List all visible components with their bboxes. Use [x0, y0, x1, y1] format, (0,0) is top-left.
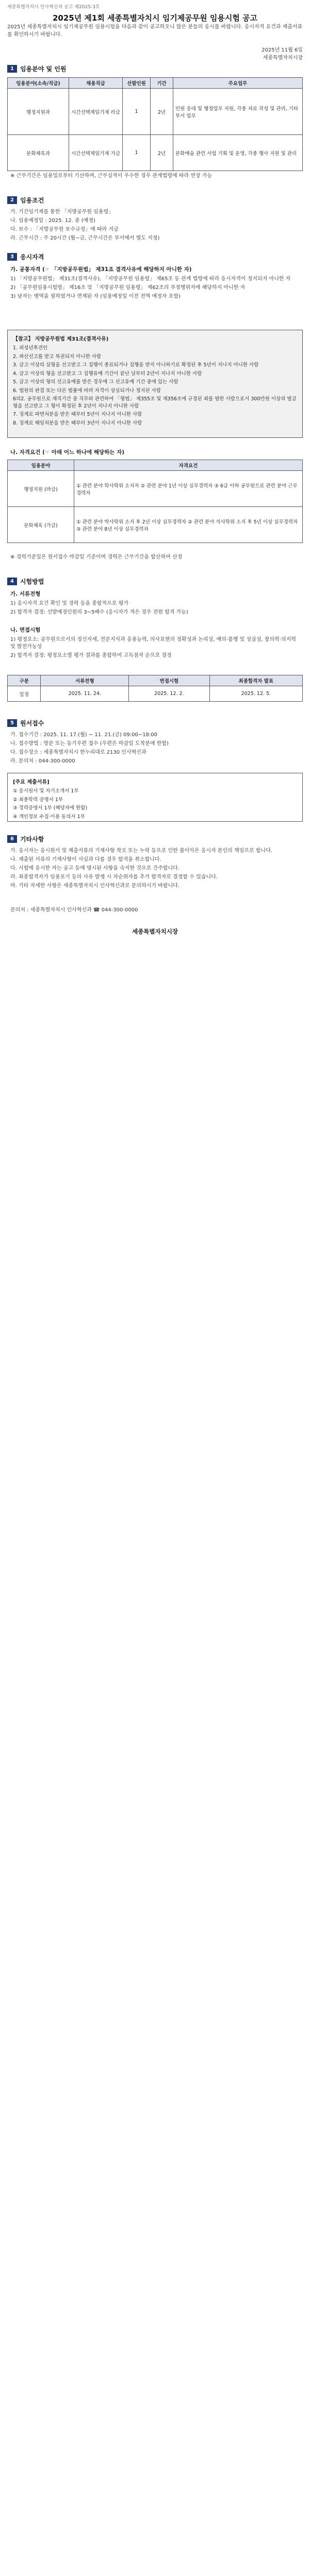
schedule-table — [7, 675, 303, 702]
list-item: 라. 최종합격자가 임용포기 등의 사유 발생 시 차순위자를 추가 합격자로 결정할 수 있습니다. — [10, 874, 218, 880]
interview-heading: 나. 면접시험 — [10, 627, 41, 633]
table-cell: 2025. 11. 24. — [41, 686, 129, 702]
section-4-number: 4 — [7, 578, 17, 585]
table-row — [8, 686, 303, 702]
section-3-label: 응시자격 — [20, 253, 44, 261]
list-item: 1. 피성년후견인 — [13, 345, 48, 351]
positions-header: 임용분야(소속/직급) — [8, 78, 69, 89]
list-item: 가. 응시자는 응시원서 및 제출서류의 기재사항 착오 또는 누락 등으로 인한 불이익은 응시자 본인의 책임으로 합니다. — [10, 848, 273, 854]
conditions-list — [10, 209, 302, 244]
list-item: 나. 제출된 서류의 기재사항이 사실과 다를 경우 합격을 취소합니다. — [10, 857, 161, 862]
list-item: 6. 법원의 판결 또는 다른 법률에 따라 자격이 상실되거나 정지된 사람 — [13, 387, 161, 394]
section-6-heading — [7, 835, 44, 843]
date-text: 2025년 11월 6일 — [262, 47, 303, 53]
list-item: 4. 금고 이상의 형을 선고받고 그 집행유예 기간이 끝난 날부터 2년이 지나지 아니한 사람 — [13, 370, 202, 377]
positions-header: 선발인원 — [123, 78, 151, 89]
list-item: 3. 금고 이상의 실형을 선고받고 그 집행이 종료되거나 집행을 받지 아니하기로 확정된 후 5년이 지나지 아니한 사람 — [13, 362, 259, 368]
document-screening-heading: 가. 서류전형 — [10, 591, 41, 597]
table-row — [8, 507, 303, 543]
table-cell: 민원 응대 및 행정업무 지원, 각종 자료 작성 및 관리, 기타 부서 업무 — [173, 89, 303, 135]
required-documents-box — [7, 773, 303, 822]
required-documents-list — [13, 788, 297, 820]
issuer-text: 세종특별자치시장 — [263, 55, 303, 61]
list-item: 3) 남자는 병역을 필하였거나 면제된 자 (임용예정일 이전 전역 예정자 포함) — [10, 294, 181, 299]
list-item: 2) 합격자 결정: 평정요소별 평가 결과를 종합하여 고득점자 순으로 결정 — [10, 653, 172, 658]
table-row — [8, 135, 303, 171]
contact-line: 문의처 : 세종특별자치시 인사혁신과 ☎ 044-300-0000 — [10, 907, 138, 913]
schedule-header: 서류전형 — [41, 675, 129, 686]
list-item: 나. 임용예정일 : 2025. 12. 중 (예정) — [10, 218, 95, 224]
section-1-heading — [7, 64, 66, 73]
section-5-heading — [7, 719, 44, 727]
document-title: 2025년 제1회 세종특별자치시 임기제공무원 임용시험 공고 — [52, 13, 258, 23]
table-cell: 시간선택제임기제 라급 — [69, 89, 123, 135]
positions-header: 기간 — [151, 78, 173, 89]
table-cell: 문화체육과 — [8, 135, 69, 171]
section-6-label: 기타사항 — [20, 836, 44, 843]
positions-header: 채용직급 — [69, 78, 123, 89]
list-item: 다. 시험에 응시한 자는 공고 등에 명시된 사항을 숙지한 것으로 간주합니다. — [10, 866, 180, 871]
list-item: 라. 근무시간 : 주 20시간 (월~금, 근무시간은 부서에서 별도 지정) — [10, 235, 160, 241]
list-item: 마. 기타 자세한 사항은 세종특별자치시 인사혁신과로 문의하시기 바랍니다. — [10, 883, 180, 889]
table-cell: 문화예술 관련 사업 기획 및 운영, 각종 행사 지원 및 관리 — [173, 135, 303, 171]
requirements-note: ※ 경력기준일은 원서접수 마감일 기준이며 경력은 근무기간을 합산하여 산정 — [10, 554, 183, 560]
list-item: 나. 접수방법 : 방문 또는 등기우편 접수 (우편은 마감일 도착분에 한함) — [10, 741, 169, 747]
list-item: 다. 보수 : 「지방공무원 보수규정」에 따라 지급 — [10, 227, 119, 232]
list-item: 라. 문의처 : 044-300-0000 — [10, 758, 75, 764]
table-cell: 1 — [123, 135, 151, 171]
table-cell: 일정 — [8, 686, 41, 702]
table-cell: 행정지원과 — [8, 89, 69, 135]
list-item: 2) 「공무원임용시험령」 제16조 및 「지방공무원 임용령」 제62조의 부정행위자에 해당하지 아니한 자 — [10, 285, 246, 291]
disqualification-list — [13, 345, 297, 427]
table-cell: 2025. 12. 5. — [209, 686, 302, 702]
section-6-number: 6 — [7, 835, 17, 843]
announcement-date — [262, 45, 303, 61]
list-item: 7. 징계로 파면처분을 받은 때부터 5년이 지나지 아니한 사람 — [13, 412, 142, 417]
schedule-header: 면접시험 — [129, 675, 209, 686]
positions-header: 주요업무 — [173, 78, 303, 89]
eligibility-common-heading: 가. 공통자격 (☞ 「지방공무원법」 제31조 결격사유에 해당하지 아니한 자) — [10, 266, 192, 273]
table-row — [8, 89, 303, 135]
list-item: 1) 응시자격 요건 확인 및 경력 등을 종합적으로 평가 — [10, 601, 128, 606]
table-cell: ① 관련 분야 학사학위 소지자 ② 관련 분야 1년 이상 실무경력자 ③ 6급 이하 공무원으로 관련 분야 근무 경력자 — [74, 471, 303, 507]
section-2-label: 임용조건 — [20, 197, 44, 204]
list-item: 6의2. 공무원으로 재직기간 중 직무와 관련하여 「형법」 제355조 및 제356조에 규정된 죄를 범한 사람으로서 300만원 이상의 벌금형을 선고받고 그 형이 확정된 후 2년이 지나지 아니한 사람 — [13, 396, 297, 409]
schedule-header: 최종합격자 발표 — [209, 675, 302, 686]
disqualification-title: 【참고】 지방공무원법 제31조(결격사유) — [13, 336, 109, 342]
requirements-header: 자격요건 — [74, 460, 303, 471]
list-item: 8. 징계로 해임처분을 받은 때부터 3년이 지나지 아니한 사람 — [13, 420, 142, 426]
section-5-label: 원서접수 — [20, 720, 44, 727]
closing-issuer: 세종특별자치시장 — [132, 928, 178, 935]
section-5-number: 5 — [7, 719, 17, 727]
requirements-header: 임용분야 — [8, 460, 74, 471]
list-item: 2) 합격자 결정: 선발예정인원의 3~5배수 (응시자가 적은 경우 전원 합격 가능) — [10, 609, 188, 615]
disqualification-box — [7, 330, 303, 438]
application-list — [10, 732, 302, 767]
list-item: 가. 접수기간 : 2025. 11. 17.(월) ~ 11. 21.(금) 09:00~18:00 — [10, 732, 158, 738]
section-2-heading — [7, 196, 44, 205]
section-4-label: 시험방법 — [20, 578, 44, 585]
list-item: 다. 접수장소 : 세종특별자치시 한누리대로 2130 인사혁신과 — [10, 750, 146, 755]
eligibility-common-list — [10, 276, 302, 302]
section-3-heading — [7, 252, 44, 261]
table-cell: 문화체육 (가급) — [8, 507, 74, 543]
list-item: 1) 「지방공무원법」 제31조(결격사유), 「지방공무원 임용령」 제65조 등 관계 법령에 따라 응시자격이 정지되지 아니한 자 — [10, 276, 291, 282]
list-item: ④ 개인정보 수집·이용 동의서 1부 — [13, 814, 85, 820]
section-4-heading — [7, 577, 44, 586]
section-2-number: 2 — [7, 196, 17, 204]
list-item: 5. 금고 이상의 형의 선고유예를 받은 경우에 그 선고유예 기간 중에 있는 사람 — [13, 379, 178, 385]
list-item: 1) 평정요소: 공무원으로서의 정신자세, 전문지식과 응용능력, 의사표현의 정확성과 논리성, 예의·품행 및 성실성, 창의력·의지력 및 발전가능성 — [10, 637, 296, 650]
other-notes-list — [10, 848, 302, 891]
section-3-number: 3 — [7, 253, 17, 261]
list-item: 가. 기간임기제를 통한 「지방공무원 임용령」 — [10, 209, 114, 215]
list-item: ② 최종학력 증명서 1부 — [13, 796, 63, 803]
list-item: ③ 경력증명서 1부 (해당자에 한함) — [13, 805, 88, 811]
eligibility-requirements-heading: 나. 자격요건 (☞ 아래 어느 하나에 해당하는 자) — [10, 449, 125, 455]
table-cell: 행정지원 (라급) — [8, 471, 74, 507]
table-cell: 2025. 12. 2. — [129, 686, 209, 702]
requirements-table — [7, 460, 303, 543]
interview-list — [10, 636, 302, 661]
list-item: ① 응시원서 및 자기소개서 1부 — [13, 788, 79, 794]
table-cell: 1 — [123, 89, 151, 135]
positions-note: ※ 근무기간은 임용일로부터 기산하며, 근무실적이 우수한 경우 관계법령에 따라 연장 가능 — [10, 173, 213, 179]
section-1-label: 임용분야 및 인원 — [20, 65, 67, 73]
document-screening-list — [10, 600, 302, 618]
table-cell: 2년 — [151, 135, 173, 171]
list-item: 2. 파산선고를 받고 복권되지 아니한 사람 — [13, 353, 101, 360]
table-cell: 2년 — [151, 89, 173, 135]
intro-text: 2025년 세종특별자치시 임기제공무원 임용시험을 다음과 같이 공고하오니 많은 분들의 응시를 바랍니다. 응시자격 요건과 제출서류를 확인하시기 바랍니다. — [7, 24, 303, 38]
table-row — [8, 471, 303, 507]
required-documents-title: [주요 제출서류] — [13, 779, 50, 785]
table-cell: ① 관련 분야 박사학위 소지 후 2년 이상 실무경력자 ② 관련 분야 석사학위 소지 후 5년 이상 실무경력자 ③ 관련 분야 8년 이상 실무경력자 — [74, 507, 303, 543]
section-1-number: 1 — [7, 65, 17, 73]
table-cell: 시간선택제임기제 가급 — [69, 135, 123, 171]
positions-table — [7, 77, 303, 171]
schedule-header: 구분 — [8, 675, 41, 686]
header-line: 세종특별자치시 인사혁신처 공고 제2025-3호 — [7, 5, 100, 10]
